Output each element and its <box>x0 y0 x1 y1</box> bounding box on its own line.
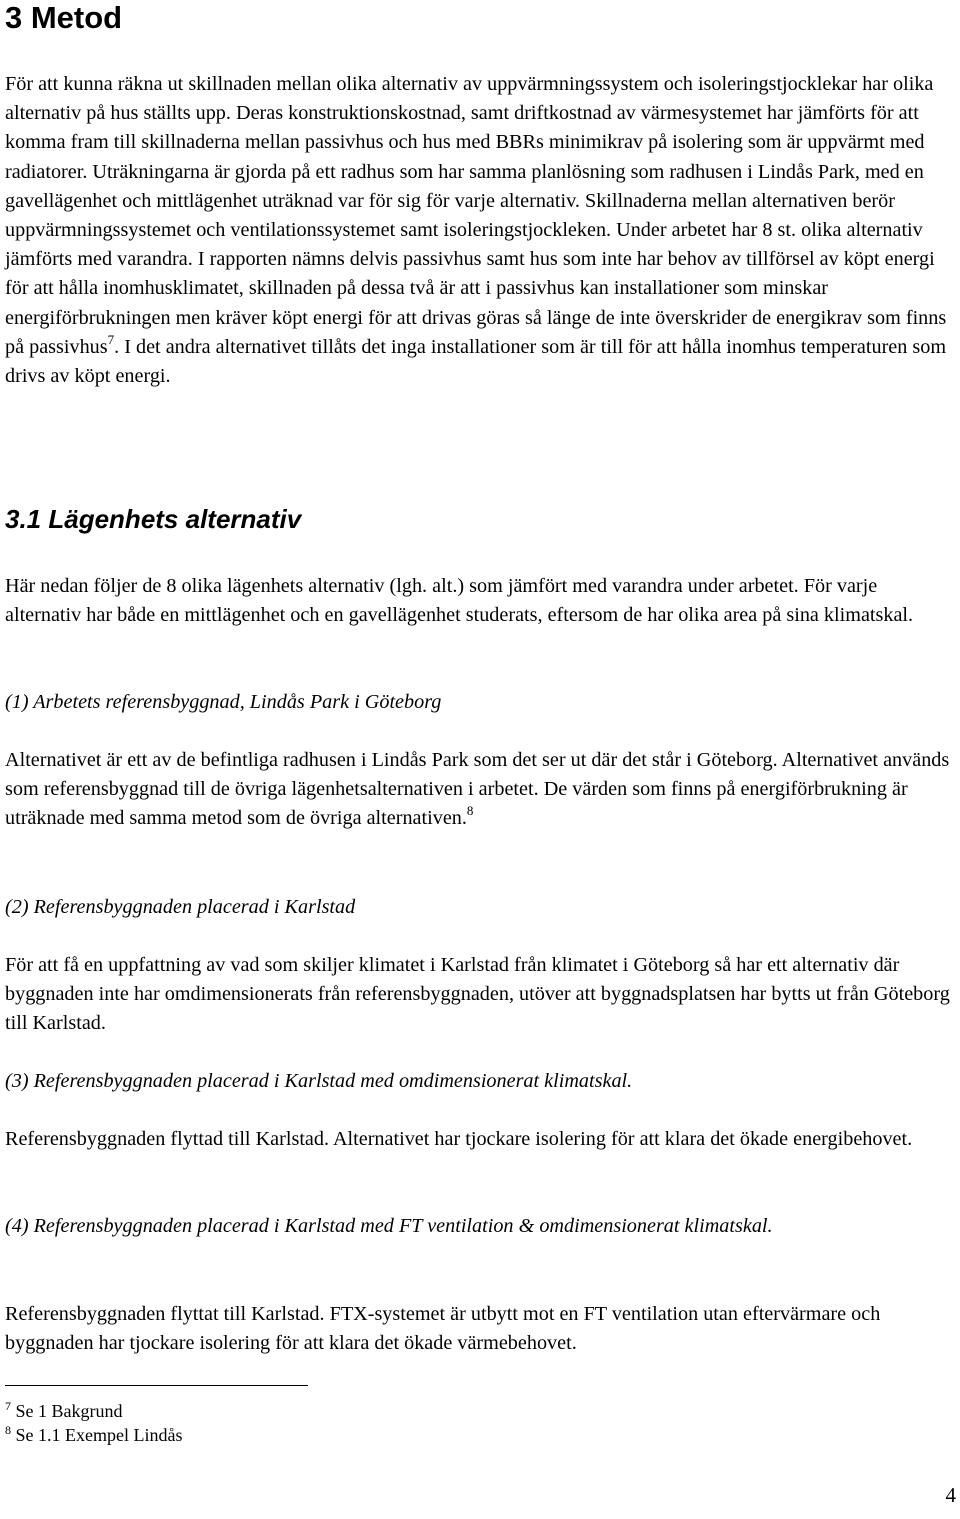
alternative-1-heading: (1) Arbetets referensbyggnad, Lindås Park i Göteborg <box>5 691 442 713</box>
footnote-ref-7[interactable]: 7 <box>107 331 115 347</box>
alternative-2-heading: (2) Referensbyggnaden placerad i Karlstad <box>5 896 356 918</box>
footnote-7: $^7$ Se 1 Bakgrund <box>5 1399 123 1421</box>
section-heading: 3 Metod <box>5 0 123 35</box>
subsection-heading: 3.1 Lägenhets alternativ <box>5 504 302 534</box>
subsection-intro-paragraph: Här nedan följer de 8 olika lägenhets alternativ (lgh. alt.) som jämfört med varandra under arbetet. För varje alternativ har både en mittlägenhet och en gavellägenhet studerats, eftersom de har olika area på sina klimatskal. <box>5 575 914 627</box>
alternative-3-body: Referensbyggnaden flyttad till Karlstad. Alternativet har tjockare isolering för att klara det ökade energibehovet. <box>5 1128 913 1150</box>
alternative-1-body: Alternativet är ett av de befintliga radhusen i Lindås Park som det ser ut där det står i Göteborg. Alternativet används som referensbyggnad till de övriga lägenhetsalternativen i arbetet. De värden som finns på energiförbrukning är uträknade med samma metod som de övriga alternativen.$^8$ <box>5 749 950 830</box>
page-number: 4 <box>945 1483 956 1507</box>
alternative-4-body: Referensbyggnaden flyttat till Karlstad. FTX-systemet är utbytt mot en FT ventilation utan eftervärmare och byggnaden har tjockare isolering för att klara det ökade värmebehovet. <box>5 1303 881 1355</box>
alternative-2-body: För att få en uppfattning av vad som skiljer klimatet i Karlstad från klimatet i Göteborg så har ett alternativ där byggnaden inte har omdimensionerats från referensbyggnaden, utöver att byggnadsplatsen har bytts ut från Göteborg till Karlstad. <box>5 954 950 1035</box>
alternative-3-heading: (3) Referensbyggnaden placerad i Karlstad med omdimensionerat klimatskal. <box>5 1070 633 1092</box>
footnote-ref-8[interactable]: 8 <box>466 803 474 819</box>
footnote-8: $^8$ Se 1.1 Exempel Lindås <box>5 1423 183 1445</box>
section-intro-paragraph: För att kunna räkna ut skillnaden mellan olika alternativ av uppvärmningssystem och isoleringstjocklekar har olika alternativ på hus ställts upp. Deras konstruktionskostnad, samt driftkostnad av värmesystemet har jämförts för att komma fram till skillnaderna mellan passivhus och hus med BBRs minimikrav på isolering som är uppvärmt med radiatorer. Uträkningarna är gjorda på ett radhus som har samma planlösning som radhusen i Lindås Park, med en gavellägenhet och mittlägenhet uträknad var för sig för varje alternativ. Skillnaderna mellan alternativen berör uppvärmningssystemet och ventilationssystemet samt isoleringstjockleken. Under arbetet har 8 st. olika alternativ jämförts med varandra. I rapporten nämns delvis passivhus samt hus som inte har behov av tillförsel av köpt energi för att hålla inomhusklimatet, skillnaden på dessa två är att i passivhus kan installationer som minskar energiförbrukningen men kräver köpt energi för att drivas göras så länge de inte överskrider de energikrav som finns på passivhus$^7$. I det andra alternativet tillåts det inga installationer som är till för att hålla inomhus temperaturen som drivs av köpt energi. <box>5 73 947 388</box>
footnote-divider <box>5 1385 308 1386</box>
alternative-4-heading: (4) Referensbyggnaden placerad i Karlstad med FT ventilation & omdimensionerat klimatskal. <box>5 1215 773 1237</box>
